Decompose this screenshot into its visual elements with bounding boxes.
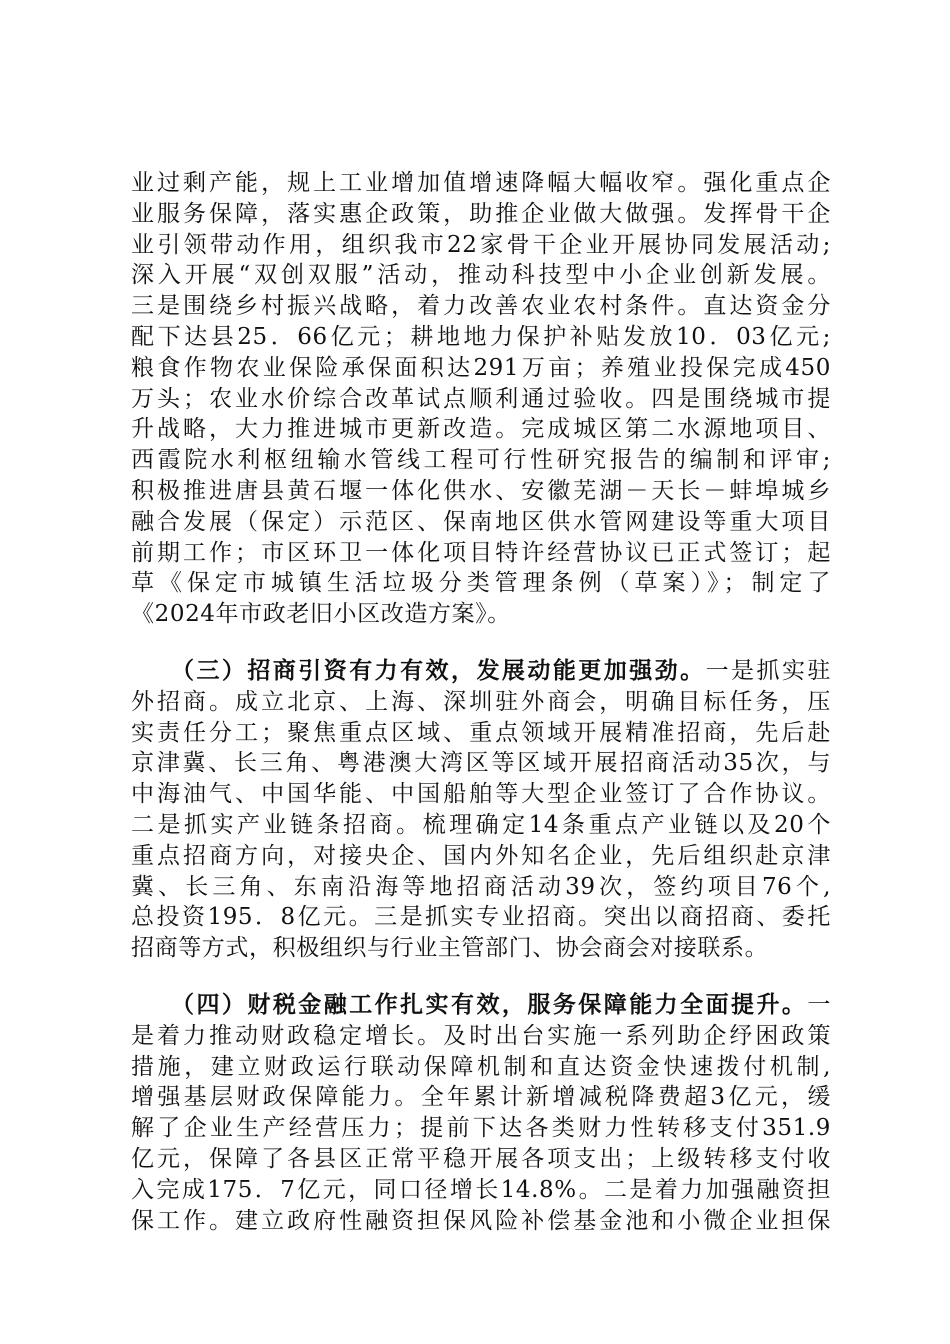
text-line: 配下达县25．66亿元；耕地地力保护补贴发放10．03亿元; — [131, 323, 831, 350]
text-line: 《2024年市政老旧小区改造方案》。 — [131, 601, 511, 628]
text-line: 重点招商方向，对接央企、国内外知名企业，先后组织赴京津 — [131, 842, 831, 869]
paragraph-finance — [131, 990, 831, 1236]
paragraph-urban-rural — [131, 168, 831, 630]
text-line: 亿元，保障了各县区正常平稳开展各项支出；上级转移支付收 — [131, 1145, 831, 1172]
text-line: 外招商。成立北京、上海、深圳驻外商会，明确目标任务，压 — [131, 688, 831, 715]
heading-continuation: 一是抓实驻 — [705, 657, 832, 684]
text-line: 增强基层财政保障能力。全年累计新增减税降费超3亿元，缓 — [131, 1084, 831, 1111]
text-line: 实责任分工；聚焦重点区域、重点领域开展精准招商，先后赴 — [131, 719, 831, 746]
text-line: 冀、长三角、东南沿海等地招商活动39次，签约项目76个, — [131, 873, 831, 900]
heading-continuation: 一 — [807, 991, 831, 1018]
text-line: 是着力推动财政稳定增长。及时出台实施一系列助企纾困政策 — [131, 1022, 831, 1049]
text-line: 升战略，大力推进城市更新改造。完成城区第二水源地项目、 — [131, 416, 831, 443]
text-line: 措施，建立财政运行联动保障机制和直达资金快速拨付机制, — [131, 1053, 831, 1080]
text-line: 万头；农业水价综合改革试点顺利通过验收。四是围绕城市提 — [131, 385, 831, 412]
text-line: 二是抓实产业链条招商。梳理确定14条重点产业链以及20个 — [131, 811, 831, 838]
paragraph-spacer — [131, 964, 831, 990]
text-line: 深入开展“双创双服”活动，推动科技型中小企业创新发展。 — [131, 262, 831, 289]
text-line: 保工作。建立政府性融资担保风险补偿基金池和小微企业担保 — [131, 1207, 831, 1234]
paragraph-investment — [131, 656, 831, 964]
text-line: 京津冀、长三角、粤港澳大湾区等区域开展招商活动35次，与 — [131, 750, 831, 777]
text-line: 积极推进唐县黄石堰一体化供水、安徽芜湖－天长－蚌埠城乡 — [131, 477, 831, 504]
text-line: 西霞院水利枢纽输水管线工程可行性研究报告的编制和评审; — [131, 447, 831, 474]
text-line — [131, 990, 831, 1021]
text-line: 三是围绕乡村振兴战略，着力改善农业农村条件。直达资金分 — [131, 293, 831, 320]
text-line: 中海油气、中国华能、中国船舶等大型企业签订了合作协议。 — [131, 781, 831, 808]
text-line: 总投资195．8亿元。三是抓实专业招商。突出以商招商、委托 — [131, 904, 831, 931]
document-body — [131, 168, 831, 1236]
section-heading: （三）招商引资有力有效，发展动能更加强劲。 — [171, 656, 706, 684]
text-line: 粮食作物农业保险承保面积达291万亩；养殖业投保完成450 — [131, 354, 831, 381]
text-line: 入完成175．7亿元，同口径增长14.8%。二是着力加强融资担 — [131, 1176, 831, 1203]
text-line: 业服务保障，落实惠企政策，助推企业做大做强。发挥骨干企 — [131, 200, 831, 227]
paragraph-spacer — [131, 630, 831, 656]
section-heading: （四）财税金融工作扎实有效，服务保障能力全面提升。 — [171, 990, 808, 1018]
text-line: 融合发展（保定）示范区、保南地区供水管网建设等重大项目 — [131, 508, 831, 535]
text-line: 招商等方式，积极组织与行业主管部门、协会商会对接联系。 — [131, 935, 769, 962]
text-line: 解了企业生产经营压力；提前下达各类财力性转移支付351.9 — [131, 1115, 831, 1142]
text-line: 前期工作；市区环卫一体化项目特许经营协议已正式签订；起 — [131, 539, 831, 566]
text-line: 草《保定市城镇生活垃圾分类管理条例（草案）》；制定了 — [131, 570, 831, 597]
text-line — [131, 656, 831, 687]
text-line: 业过剩产能，规上工业增加值增速降幅大幅收窄。强化重点企 — [131, 170, 831, 196]
text-line: 业引领带动作用，组织我市22家骨干企业开展协同发展活动; — [131, 231, 831, 258]
